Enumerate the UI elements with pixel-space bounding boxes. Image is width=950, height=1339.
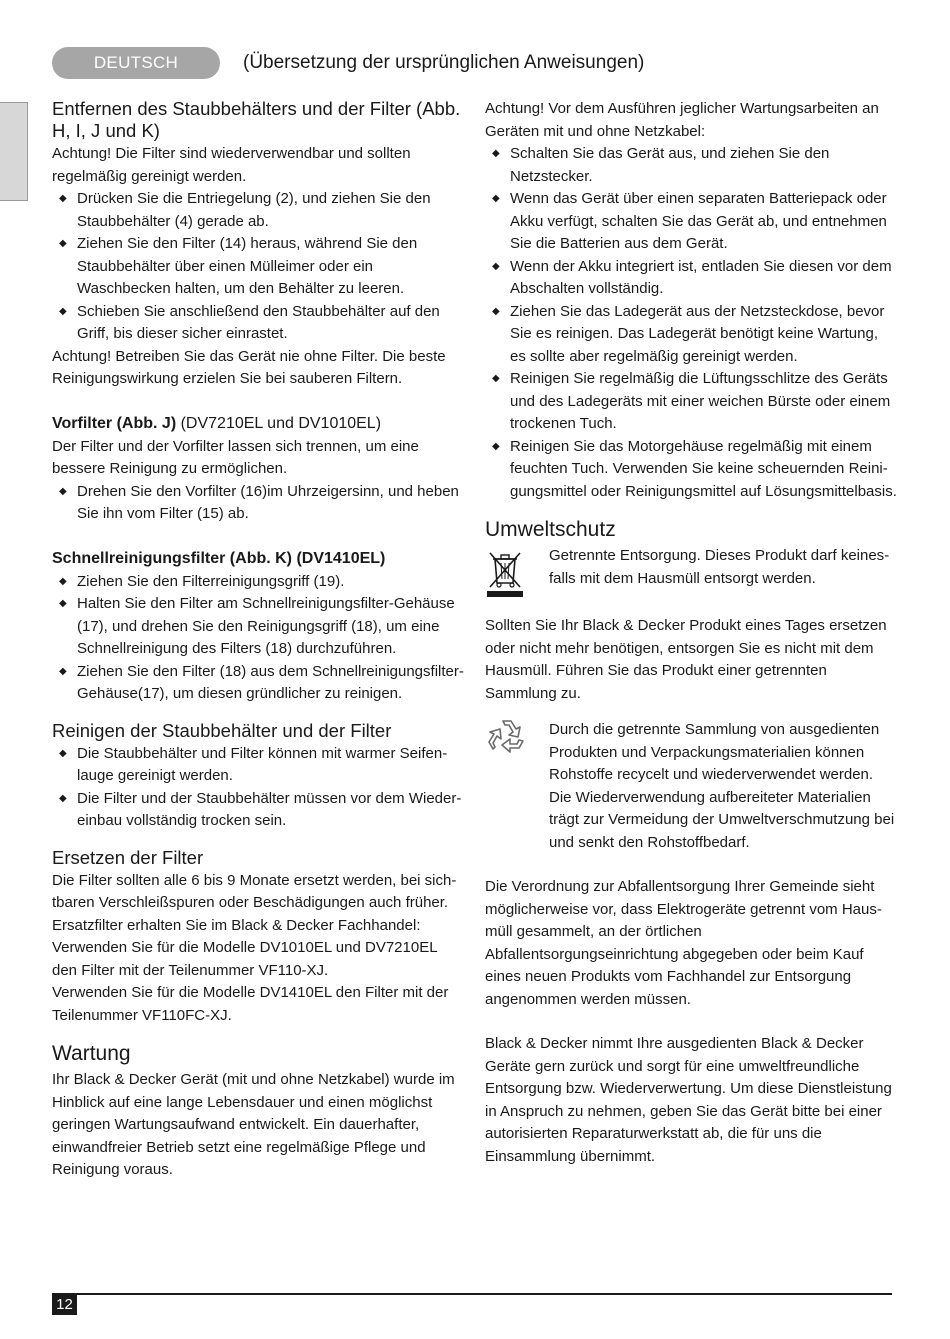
- body-text: Ihr Black & Decker Gerät (mit und ohne Netzkabel) wurde im Hinblick auf eine lange Lebensdauer und einen möglichst geringen Wartungsaufwand entwickelt. Ein dauerhafter, einwandfreier Betrieb setzt eine regelmäßige Pflege und Reinigung voraus.: [52, 1071, 455, 1178]
- language-edge-tab: [0, 102, 28, 201]
- section-title-environment: Umweltschutz: [485, 518, 616, 541]
- list-item: ◆ Die Staubbehälter und Filter können mit warmer Seifenlauge gereinigt werden.: [52, 743, 464, 788]
- warning-label: Achtung!: [52, 145, 112, 162]
- list-item: ◆ Reinigen Sie das Motorgehäuse regelmäßig mit einem feuchten Tuch. Verwenden Sie keine scheuernden Reinigungsmittel oder Reinigungsmittel auf Lösungsmittelbasis.: [485, 436, 897, 504]
- recycle-row: [485, 719, 897, 854]
- list-item: ◆ Reinigen Sie regelmäßig die Lüftungsschlitze des Geräts und des Ladegeräts mit einer weichen Bürste oder einem trockenen Tuch.: [485, 368, 897, 436]
- warning-paragraph: [485, 98, 897, 143]
- body-text: Die Verordnung zur Abfallentsorgung Ihrer Gemeinde sieht möglicherweise vor, dass Elektrogeräte getrennt vom Hausmüll gesammelt, an der örtlichen Abfallentsorgungseinrichtung abgegeben oder beim Kauf eines neuen Produkts vom Fachhandel zur Entsorgung angenommen werden müssen.: [485, 878, 882, 1008]
- warning-paragraph: [52, 143, 464, 188]
- list-item: ◆ Drücken Sie die Entriegelung (2), und ziehen Sie den Staubbehälter (4) gerade ab.: [52, 188, 464, 233]
- page-number: 12: [52, 1295, 77, 1315]
- section-title-cleaning: Reinigen der Staubbehälter und der Filter: [52, 719, 392, 741]
- recycle-icon: [485, 715, 529, 759]
- spacer: [485, 593, 897, 615]
- list-item: ◆ Schieben Sie anschließend den Staubbehälter auf den Griff, bis dieser sicher einrastet.: [52, 301, 464, 346]
- body-text: Die Filter sollten alle 6 bis 9 Monate ersetzt werden, bei sichtbaren Verschleißspuren oder Beschädigungen auch früher. Ersatzfilter erhalten Sie im Black & Decker Fachhandel:: [52, 871, 457, 934]
- spacer: [52, 706, 464, 720]
- warning-text: Vor dem Ausführen jeglicher Wartungsarbeiten an Geräten mit und ohne Netzkabel:: [485, 100, 879, 140]
- list-item: ◆ Ziehen Sie den Filter (14) heraus, während Sie den Staubbehälter über einen Mülleimer oder ein Waschbecken halten, um den Behälter zu leeren.: [52, 233, 464, 301]
- section-title-quickclean: Schnellreinigungsfilter (Abb. K) (DV1410EL): [52, 549, 386, 567]
- body-text: Sollten Sie Ihr Black & Decker Produkt eines Tages ersetzen oder nicht mehr benötigen, entsorgen Sie es nicht mit dem Hausmüll. Führen Sie das Produkt einer getrennten Sammlung zu.: [485, 617, 887, 702]
- warning-paragraph: [52, 346, 464, 391]
- section-title-maintenance: Wartung: [52, 1042, 131, 1065]
- spacer: [485, 854, 897, 876]
- list-item: ◆ Wenn der Akku integriert ist, entladen Sie diesen vor dem Abschalten vollständig.: [485, 256, 897, 301]
- section-title-replace-filter: Ersetzen der Filter: [52, 846, 204, 868]
- body-text: Verwenden Sie für die Modelle DV1010EL und DV7210EL den Filter mit der Teilenummer VF110-XJ.: [52, 939, 437, 979]
- recycle-text: Durch die getrennte Sammlung von ausgedienten Produkten und Verpackungsmaterialien können Rohstoffe recycelt und wiederverwendet werden. Die Wiederverwendung aufbereiteter Materialien trägt zur Vermeidung der Umweltverschmutzung bei und senkt den Rohstoffbedarf.: [549, 721, 895, 851]
- body-text: Verwenden Sie für die Modelle DV1410EL den Filter mit der Teilenummer VF110FC-XJ.: [52, 984, 449, 1024]
- language-badge: DEUTSCH: [52, 47, 220, 79]
- spacer: [485, 503, 897, 517]
- spacer: [52, 526, 464, 548]
- weee-text: Getrennte Entsorgung. Dieses Produkt darf keinesfalls mit dem Hausmüll entsorgt werden.: [549, 547, 890, 587]
- list-item: ◆ Ziehen Sie den Filter (18) aus dem Schnellreinigungsfilter-Gehäuse(17), um diesen gründlicher zu reinigen.: [52, 661, 464, 706]
- spacer: [52, 1027, 464, 1041]
- section-title-prefilter: [52, 413, 464, 435]
- body-text: Der Filter und der Vorfilter lassen sich trennen, um eine bessere Reinigung zu ermöglichen.: [52, 437, 419, 477]
- list-item: ◆ Drehen Sie den Vorfilter (16)im Uhrzeigersinn, und heben Sie ihn vom Filter (15) ab.: [52, 481, 464, 526]
- section-title-prefilter-bold: Vorfilter (Abb. J): [52, 414, 177, 432]
- weee-row: [485, 545, 897, 593]
- list-item: ◆ Die Filter und der Staubbehälter müssen vor dem Wiedereinbau vollständig trocken sein.: [52, 788, 464, 833]
- warning-text: Die Filter sind wiederverwendbar und sollten regelmäßig gereinigt werden.: [52, 145, 411, 185]
- spacer: [52, 391, 464, 413]
- list-item: ◆ Schalten Sie das Gerät aus, und ziehen Sie den Netzstecker.: [485, 143, 897, 188]
- spacer: [485, 705, 897, 719]
- warning-label: Achtung!: [52, 347, 112, 365]
- spacer: [485, 1011, 897, 1033]
- list-item: ◆ Wenn das Gerät über einen separaten Batteriepack oder Akku verfügt, schalten Sie das Gerät ab, und entnehmen Sie die Batterien aus dem Gerät.: [485, 188, 897, 256]
- crossed-bin-icon: [485, 547, 525, 597]
- right-column: [485, 98, 897, 1168]
- page-subtitle: (Übersetzung der ursprünglichen Anweisungen): [243, 52, 645, 73]
- body-text: Black & Decker nimmt Ihre ausgedienten Black & Decker Geräte gern zurück und sorgt für eine umweltfreundliche Entsorgung bzw. Wiederverwertung. Um diese Dienstleistung in Anspruch zu nehmen, geben Sie das Gerät bitte bei einer autorisierten Reparaturwerkstatt ab, die für uns die Einsammlung übernimmt.: [485, 1035, 892, 1165]
- list-item: ◆ Ziehen Sie den Filterreinigungsgriff (19).: [52, 571, 464, 594]
- warning-label: Achtung!: [485, 100, 545, 117]
- section-title-remove-filter: Entfernen des Staubbehälters und der Filter (Abb. H, I, J und K): [52, 98, 461, 141]
- left-column: [52, 98, 464, 1182]
- list-item: ◆ Ziehen Sie das Ladegerät aus der Netzsteckdose, bevor Sie es reinigen. Das Ladegerät benötigt keine Wartung, es sollte aber regelmäßig gereinigt werden.: [485, 301, 897, 369]
- list-item: ◆ Halten Sie den Filter am Schnellreinigungsfilter-Gehäuse (17), und drehen Sie den Reinigungsgriff (18), um eine Schnellreinigung des Filters (18) durchzuführen.: [52, 593, 464, 661]
- footer-rule: [52, 1293, 892, 1295]
- warning-text: Betreiben Sie das Gerät nie ohne Filter. Die beste Reinigungswirkung erzielen Sie bei sauberen Filtern.: [52, 347, 446, 387]
- section-title-prefilter-rest: (DV7210EL und DV1010EL): [176, 414, 382, 432]
- spacer: [52, 833, 464, 847]
